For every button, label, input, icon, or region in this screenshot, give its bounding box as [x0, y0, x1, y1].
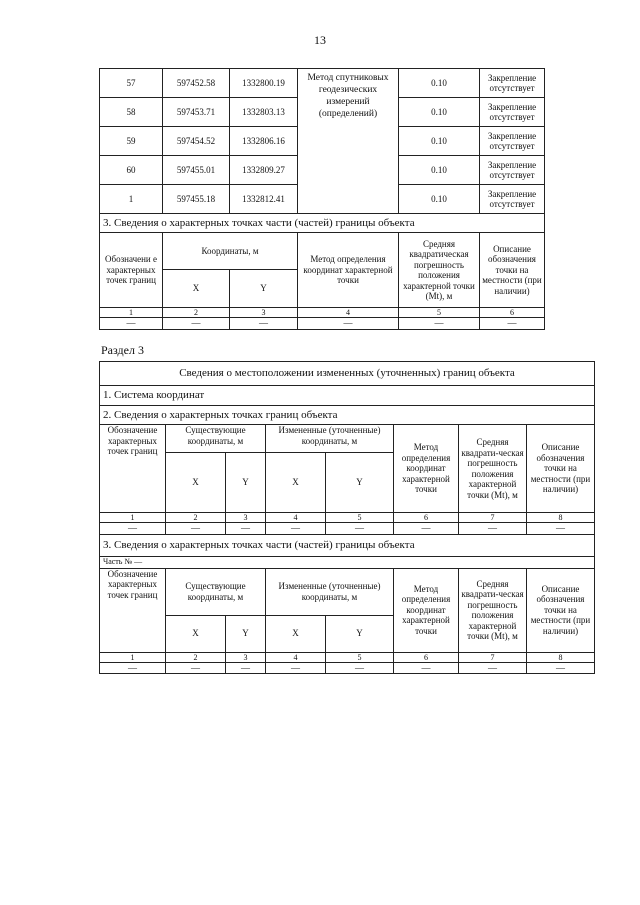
table-row: 57 597452.58 1332800.19 Метод спутниковых геодезических измерений (определений) 0.10 Закрепление отсутствует [100, 69, 545, 98]
header-y: Y [326, 615, 394, 652]
header-mt: Средняя квадрати-ческая погрешность положения характерной точки (Mt), м [459, 568, 527, 652]
page-number: 13 [314, 33, 326, 47]
header-y: Y [326, 453, 394, 513]
table-row: — — — — — — — — [100, 662, 595, 674]
part-section-title: 3. Сведения о характерных точках части (частей) границы объекта [100, 534, 595, 556]
header-x: X [166, 453, 226, 513]
section3-title: Сведения о местоположении измененных (уточненных) границ объекта [100, 362, 595, 386]
header-desc: Описание обозначения точки на местности (при наличии) [480, 233, 545, 308]
points-table-top [99, 68, 545, 330]
header-x: X [166, 615, 226, 652]
header-y: Y [226, 615, 266, 652]
header-designation: Обозначени е характерных точек границ [100, 233, 163, 308]
header-changed: Измененные (уточненные) координаты, м [266, 425, 394, 453]
section-heading: Раздел 3 [101, 343, 144, 357]
header-method: Метод определения координат характерной точки [394, 425, 459, 513]
table-row: 1 2 3 4 5 6 7 8 [100, 513, 595, 523]
header-x: X [266, 615, 326, 652]
table-row: — — — — — — — — [100, 523, 595, 535]
header-designation: Обозначение характерных точек границ [100, 568, 166, 652]
header-mt: Средняя квадратическая погрешность положения характерной точки (Mt), м [399, 233, 480, 308]
header-method: Метод определения координат характерной точки [298, 233, 399, 308]
table-row: 60 597455.01 1332809.27 0.10 Закрепление отсутствует [100, 156, 545, 185]
section-title: 3. Сведения о характерных точках части (частей) границы объекта [100, 214, 545, 233]
header-existing: Существующие координаты, м [166, 425, 266, 453]
table-row: 1 2 3 4 5 6 [100, 308, 545, 318]
header-desc: Описание обозначения точки на местности (при наличии) [527, 425, 595, 513]
table-row: 58 597453.71 1332803.13 0.10 Закрепление отсутствует [100, 98, 545, 127]
header-designation: Обозначение характерных точек границ [100, 425, 166, 513]
header-method: Метод определения координат характерной точки [394, 568, 459, 652]
table-row: — — — — — — [100, 318, 545, 330]
header-x: X [266, 453, 326, 513]
header-x: X [163, 270, 230, 308]
header-mt: Средняя квадрати-ческая погрешность положения характерной точки (Mt), м [459, 425, 527, 513]
header-desc: Описание обозначения точки на местности (при наличии) [527, 568, 595, 652]
method-cell: Метод спутниковых геодезических измерений (определений) [298, 69, 399, 214]
section3-table [99, 361, 595, 674]
header-coords: Координаты, м [163, 233, 298, 270]
part-number: Часть № — [100, 556, 595, 568]
header-changed: Измененные (уточненные) координаты, м [266, 568, 394, 615]
coord-system: 1. Система координат [100, 386, 595, 406]
table-row: 1 2 3 4 5 6 7 8 [100, 652, 595, 662]
header-y: Y [226, 453, 266, 513]
table-row: 59 597454.52 1332806.16 0.10 Закрепление отсутствует [100, 127, 545, 156]
table-row: 1 597455.18 1332812.41 0.10 Закрепление отсутствует [100, 185, 545, 214]
header-y: Y [230, 270, 298, 308]
points-title: 2. Сведения о характерных точках границ объекта [100, 406, 595, 425]
header-existing: Существующие координаты, м [166, 568, 266, 615]
